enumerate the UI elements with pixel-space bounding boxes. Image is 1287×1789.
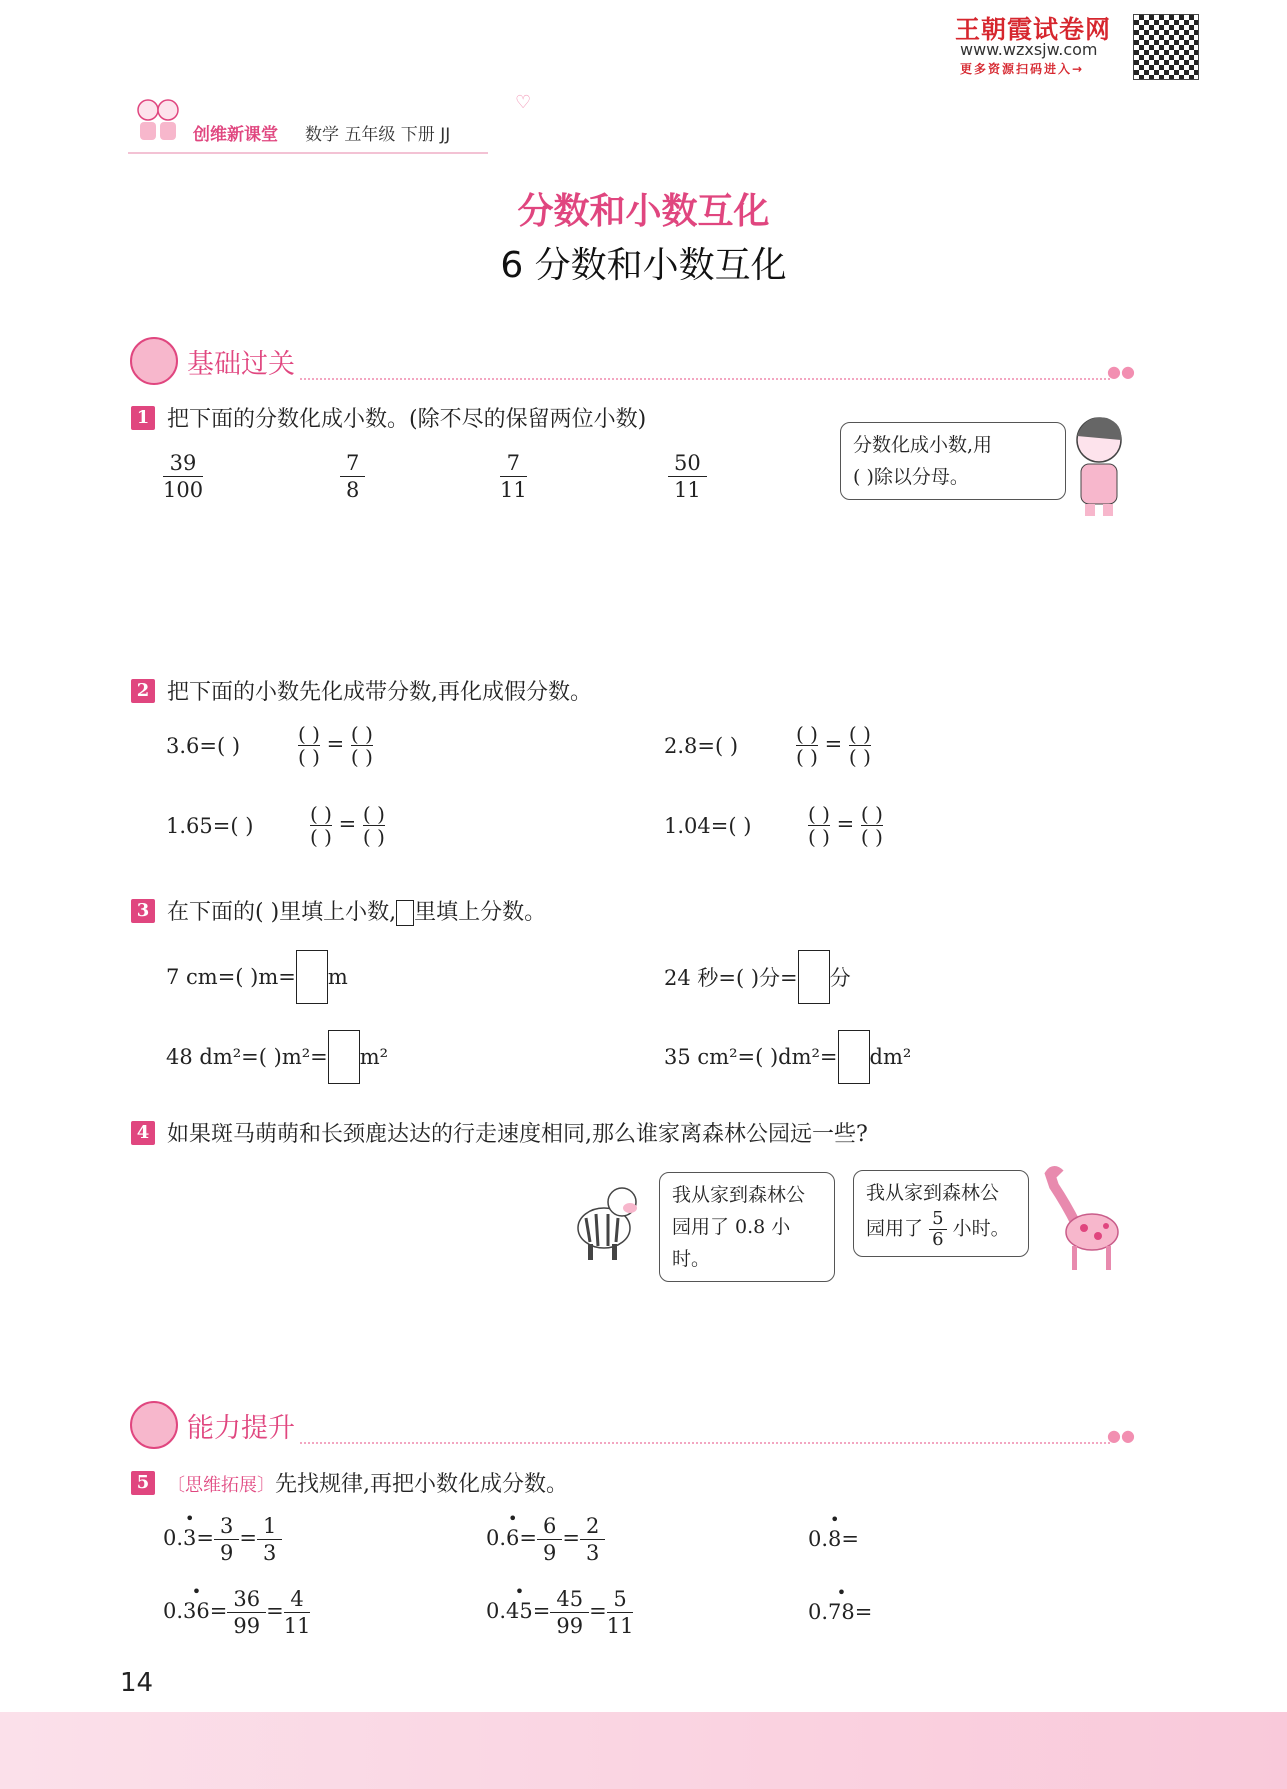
answer-fraction[interactable]: ( ) ( ) — [860, 802, 883, 849]
boy-character-icon — [1065, 410, 1133, 518]
unit-conversion: 48 dm²=( )m²= m² — [166, 1030, 388, 1084]
question-number: 2 — [131, 679, 155, 703]
conversion-row: 1.04=( ) ( ) ( ) = ( ) ( ) — [664, 802, 883, 849]
question-number: 3 — [131, 899, 155, 923]
dots-decoration-icon: ●● — [1107, 1426, 1135, 1445]
answer-box[interactable] — [328, 1030, 360, 1084]
dots-decoration-icon: ●● — [1107, 362, 1135, 381]
zebra-icon — [560, 1172, 648, 1264]
book-info: 数学 五年级 下册 JJ — [305, 125, 451, 145]
question-number: 5 — [131, 1471, 155, 1495]
conversion-row: 2.8=( ) ( ) ( ) = ( ) ( ) — [664, 722, 871, 769]
fraction: $\frac{7}{8}$ — [340, 450, 365, 503]
giraffe-icon — [1040, 1164, 1130, 1274]
answer-box[interactable] — [838, 1030, 870, 1084]
section-title-basic: 基础过关 — [187, 349, 295, 380]
qr-code-icon[interactable] — [1133, 14, 1199, 80]
brand-tagline: 更多资源扫码进入→ — [960, 62, 1085, 76]
answer-fraction[interactable]: ( ) ( ) — [298, 722, 320, 769]
brand-url[interactable]: www.wzxsjw.com — [960, 40, 1098, 59]
hint-line: 分数化成小数,用 — [853, 434, 993, 456]
conversion-row: 1.65=( ) ( ) ( ) = ( ) ( ) — [166, 802, 385, 849]
heart-decoration-icon: ♡ — [515, 92, 532, 113]
unit-conversion: 24 秒=( )分= 分 — [664, 950, 851, 1004]
answer-box[interactable] — [798, 950, 830, 1004]
lesson-title: 6 分数和小数互化 — [500, 245, 787, 286]
unit-title: 分数和小数互化 — [517, 191, 770, 232]
pattern-example: 0.• 36= $\frac{36}{99}$ = $\frac{4}{11}$ — [163, 1586, 310, 1639]
answer-fraction[interactable]: ( ) ( ) — [350, 722, 373, 769]
answer-fraction[interactable]: ( ) ( ) — [362, 802, 385, 849]
question-text: 〔思维拓展〕先找规律,再把小数化成分数。 — [167, 1472, 568, 1497]
answer-fraction[interactable]: ( ) ( ) — [796, 722, 818, 769]
fraction: $\frac{39}{100}$ — [163, 451, 204, 502]
unit-conversion: 7 cm=( )m= m — [166, 950, 348, 1004]
conversion-row: 3.6=( ) ( ) ( ) = ( ) ( ) — [166, 722, 373, 769]
answer-box[interactable] — [296, 950, 328, 1004]
zebra-speech-bubble — [659, 1172, 835, 1282]
bubble-line: 我从家到森林公 — [672, 1184, 806, 1206]
question-text: 把下面的分数化成小数。(除不尽的保留两位小数) — [167, 407, 647, 432]
pattern-example: 0.• 3= $\frac{3}{9}$ = $\frac{1}{3}$ — [163, 1513, 282, 1566]
bubble-line: 园用了 $\frac{5}{6}$ 小时。 — [866, 1208, 1010, 1250]
pattern-example: 0.• 6= $\frac{6}{9}$ = $\frac{2}{3}$ — [486, 1513, 605, 1566]
answer-fraction[interactable]: ( ) ( ) — [848, 722, 871, 769]
bubble-line: 园用了 0.8 小时。 — [672, 1216, 791, 1270]
unit-conversion: 35 cm²=( )dm²= dm² — [664, 1030, 911, 1084]
series-name: 创维新课堂 — [193, 125, 278, 145]
boy-avatar-icon — [130, 1401, 178, 1449]
bubble-line: 我从家到森林公 — [866, 1182, 1000, 1204]
section-divider — [300, 1442, 1110, 1444]
girl-avatar-icon — [130, 337, 178, 385]
hint-bubble — [840, 422, 1066, 500]
question-number: 4 — [131, 1121, 155, 1145]
header-divider — [128, 152, 488, 154]
pattern-example: 0.• 45= $\frac{45}{99}$ = $\frac{5}{11}$ — [486, 1586, 633, 1639]
question-text: 在下面的( )里填上小数, 里填上分数。 — [167, 900, 547, 925]
pattern-exercise[interactable]: 0.• 8= — [808, 1527, 859, 1551]
box-symbol-icon — [396, 900, 414, 926]
answer-fraction[interactable]: ( ) ( ) — [310, 802, 332, 849]
giraffe-speech-bubble — [853, 1170, 1029, 1257]
question-text: 把下面的小数先化成带分数,再化成假分数。 — [167, 680, 592, 705]
page-number: 14 — [120, 1668, 154, 1698]
hint-line: ( )除以分母。 — [853, 466, 969, 488]
fraction: $\frac{50}{11}$ — [668, 450, 707, 503]
fraction: $\frac{7}{11}$ — [500, 451, 527, 502]
question-text: 如果斑马萌萌和长颈鹿达达的行走速度相同,那么谁家离森林公园远一些? — [167, 1122, 868, 1147]
section-title-advanced: 能力提升 — [187, 1413, 295, 1444]
kids-logo-icon — [128, 92, 188, 152]
footer-band — [0, 1712, 1287, 1789]
question-tag: 〔思维拓展〕 — [167, 1475, 275, 1496]
answer-fraction[interactable]: ( ) ( ) — [808, 802, 830, 849]
brand-name: 王朝霞试卷网 — [955, 15, 1112, 44]
section-divider — [300, 378, 1110, 380]
pattern-exercise[interactable]: 0.• 78= — [808, 1600, 872, 1624]
question-number: 1 — [131, 406, 155, 430]
